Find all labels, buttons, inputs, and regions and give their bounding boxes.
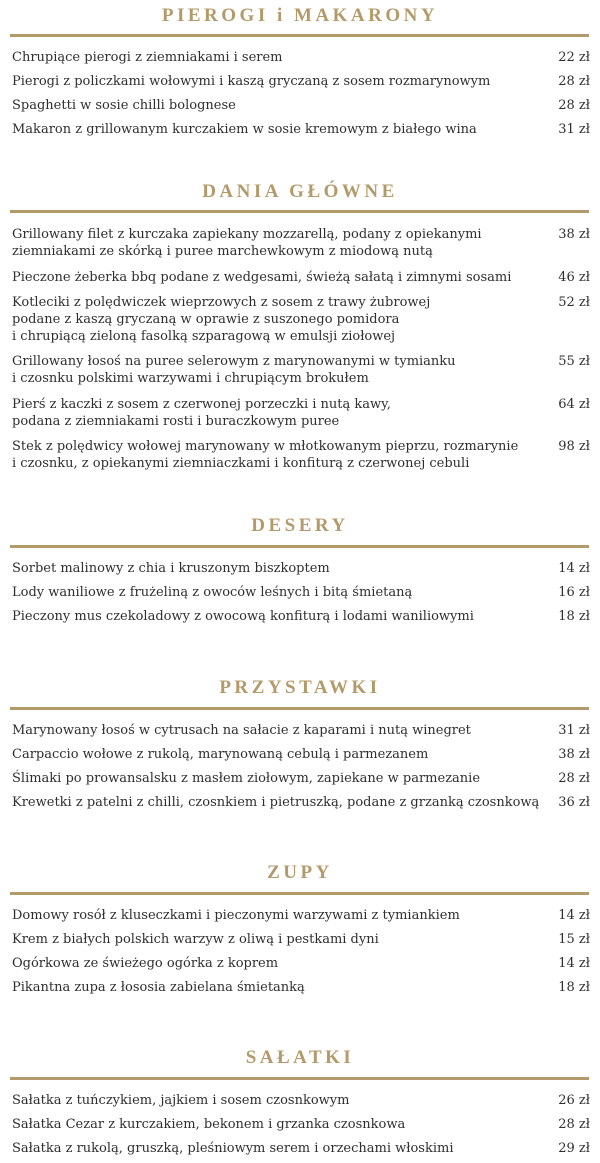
menu-item-name: Grillowany łosoś na puree selerowym z marynowanymi w tymianku i czosnku polskimi warzywami i chrupiącym brokułem <box>12 354 456 386</box>
menu-item-price: 28 zł <box>558 771 590 786</box>
menu-item-price: 98 zł <box>558 439 590 454</box>
menu-item-price: 28 zł <box>558 98 590 113</box>
menu-item-name: Ogórkowa ze świeżego ogórka z koprem <box>12 956 279 971</box>
section-divider <box>10 1077 589 1080</box>
menu-item-name: Krem z białych polskich warzyw z oliwą i pestkami dyni <box>12 932 379 947</box>
section-title: SAŁATKI <box>245 1047 355 1068</box>
menu-item-name: Carpaccio wołowe z rukolą, marynowaną cebulą i parmezanem <box>12 747 429 762</box>
menu-item-price: 18 zł <box>558 609 590 624</box>
menu-item-price: 16 zł <box>558 585 590 600</box>
menu-item-price: 38 zł <box>558 747 590 762</box>
menu-item-name: Stek z polędwicy wołowej marynowany w młotkowanym pieprzu, rozmarynie i czosnku, z opiekanymi ziemniaczkami i konfiturą z czerwonej cebuli <box>12 439 519 471</box>
menu-item-price: 36 zł <box>558 795 590 810</box>
menu-item-name: Pierogi z policzkami wołowymi i kaszą gryczaną z sosem rozmarynowym <box>12 74 491 89</box>
section-divider <box>10 210 589 213</box>
section-title: PIEROGI i MAKARONY <box>161 5 439 26</box>
section-divider <box>10 34 589 37</box>
menu-item-name: Ślimaki po prowansalsku z masłem ziołowym, zapiekane w parmezanie <box>12 771 481 786</box>
menu-item-name: Pikantna zupa z łososia zabielana śmietanką <box>12 980 305 995</box>
menu-item-price: 15 zł <box>558 932 590 947</box>
menu-item-name: Sałatka z tuńczykiem, jajkiem i sosem czosnkowym <box>12 1093 350 1108</box>
menu-item-name: Pierś z kaczki z sosem z czerwonej porzeczki i nutą kawy, podana z ziemniakami rosti i buraczkowym puree <box>12 397 391 429</box>
menu-item-name: Domowy rosół z kluseczkami i pieczonymi warzywami z tymiankiem <box>12 908 460 923</box>
section-title: PRZYSTAWKI <box>219 677 381 698</box>
section-title: DANIA GŁÓWNE <box>202 181 398 202</box>
menu-item-price: 52 zł <box>558 295 590 310</box>
menu-item-name: Sorbet malinowy z chia i kruszonym biszkoptem <box>12 561 330 576</box>
menu-item-price: 28 zł <box>558 1117 590 1132</box>
menu-item-price: 31 zł <box>558 122 590 137</box>
menu-item-price: 26 zł <box>558 1093 590 1108</box>
menu-item-price: 14 zł <box>558 956 590 971</box>
menu-item-name: Sałatka z rukolą, gruszką, pleśniowym serem i orzechami włoskimi <box>12 1141 454 1156</box>
section-divider <box>10 545 589 548</box>
section-divider <box>10 892 589 895</box>
menu-item-price: 29 zł <box>558 1141 590 1156</box>
menu-item-price: 31 zł <box>558 723 590 738</box>
menu-item-name: Sałatka Cezar z kurczakiem, bekonem i grzanka czosnkowa <box>12 1117 406 1132</box>
menu-item-price: 46 zł <box>558 270 590 285</box>
section-title: ZUPY <box>267 862 333 883</box>
menu-item-price: 18 zł <box>558 980 590 995</box>
menu-item-name: Kotleciki z polędwiczek wieprzowych z sosem z trawy żubrowej podane z kaszą gryczaną w oprawie z suszonego pomidora i chrupiącą zieloną fasolką szparagową w emulsji ziołowej <box>12 295 431 344</box>
menu-item-price: 14 zł <box>558 561 590 576</box>
menu-item-name: Makaron z grillowanym kurczakiem w sosie kremowym z białego wina <box>12 122 477 137</box>
menu-item-price: 28 zł <box>558 74 590 89</box>
menu-item-name: Spaghetti w sosie chilli bolognese <box>12 98 236 113</box>
menu-item-price: 64 zł <box>558 397 590 412</box>
menu-item-price: 38 zł <box>558 227 590 242</box>
section-title: DESERY <box>251 515 349 536</box>
menu-item-price: 14 zł <box>558 908 590 923</box>
menu-item-name: Pieczony mus czekoladowy z owocową konfiturą i lodami waniliowymi <box>12 609 474 624</box>
menu-item-name: Lody waniliowe z frużeliną z owoców leśnych i bitą śmietaną <box>12 585 413 600</box>
menu-item-price: 55 zł <box>558 354 590 369</box>
menu-item-name: Chrupiące pierogi z ziemniakami i serem <box>12 50 283 65</box>
menu-item-name: Krewetki z patelni z chilli, czosnkiem i pietruszką, podane z grzanką czosnkową <box>12 795 540 810</box>
menu-item-name: Marynowany łosoś w cytrusach na sałacie z kaparami i nutą winegret <box>12 723 471 738</box>
menu-item-price: 22 zł <box>558 50 590 65</box>
menu-item-name: Grillowany filet z kurczaka zapiekany mozzarellą, podany z opiekanymi ziemniakami ze skórką i puree marchewkowym z miodową nutą <box>12 227 482 259</box>
menu-item-name: Pieczone żeberka bbq podane z wedgesami, świeżą sałatą i zimnymi sosami <box>12 270 512 285</box>
section-divider <box>10 707 589 710</box>
